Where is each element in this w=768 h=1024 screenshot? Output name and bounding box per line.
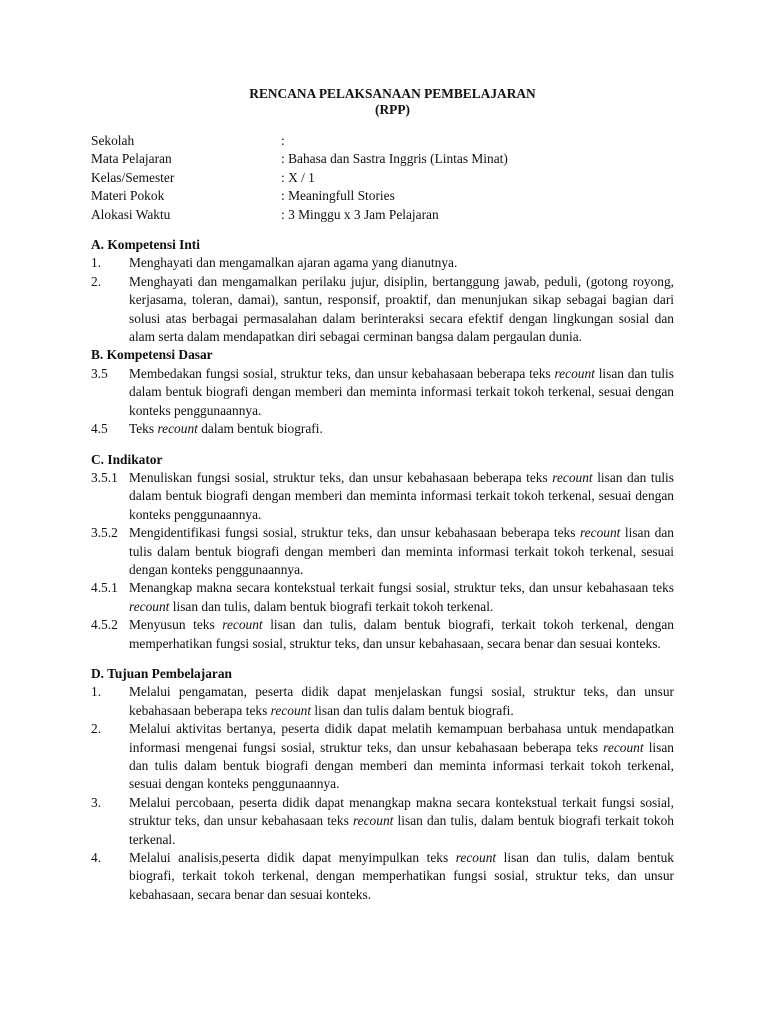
text-run: Membedakan fungsi sosial, struktur teks, dan unsur kebahasaan beberapa teks: [129, 365, 555, 381]
text-run: lisan dan tulis, dalam bentuk biografi terkait tokoh terkenal.: [169, 598, 494, 614]
text-run: lisan dan tulis dalam bentuk biografi dengan memberi dan meminta informasi terkait tokoh terkenal, sesuai dengan konteks penggunaannya.: [129, 365, 674, 418]
text-run: Menangkap makna secara kontekstual terkait fungsi sosial, struktur teks, dan unsur kebahasaan teks: [129, 580, 674, 596]
identity-row: [91, 187, 674, 205]
text-run: Melalui percobaan, peserta didik dapat menangkap makna secara kontekstual terkait fungsi sosial, struktur teks, dan unsur kebahasaan teks: [129, 794, 674, 829]
list-item: [91, 616, 674, 653]
identity-value: : Bahasa dan Sastra Inggris (Lintas Minat): [281, 151, 508, 167]
item-number: 4.5.1: [91, 580, 118, 596]
section-heading: A. Kompetensi Inti: [91, 237, 200, 253]
section-heading: B. Kompetensi Dasar: [91, 347, 213, 363]
text-run: Melalui aktivitas bertanya, peserta didik dapat melatih kemampuan berbahasa untuk mendapatkan informasi mengenai fungsi sosial, struktur teks, dan unsur kebahasaan beberapa teks: [129, 721, 674, 755]
italic-term: recount: [157, 421, 198, 437]
text-run: Mengidentifikasi fungsi sosial, struktur teks, dan unsur kebahasaan beberapa teks: [129, 525, 580, 541]
italic-term: recount: [270, 702, 312, 718]
list-item: [91, 365, 674, 420]
identity-row: [91, 150, 674, 168]
identity-value: : X / 1: [281, 169, 315, 185]
identity-row: [91, 206, 674, 224]
item-text: [129, 469, 674, 524]
section-heading: C. Indikator: [91, 451, 163, 467]
text-run: lisan dan tulis, dalam bentuk biografi, terkait tokoh terkenal, dengan memperhatikan fungsi sosial, struktur teks, dan unsur kebahasaan, secara benar dan sesuai konteks.: [129, 617, 674, 651]
list-item: [91, 254, 674, 272]
identity-label: Materi Pokok: [91, 188, 165, 204]
item-number: 3.5.1: [91, 469, 118, 485]
item-number: 3.: [91, 794, 102, 810]
text-run: Melalui pengamatan, peserta didik dapat menjelaskan fungsi sosial, struktur teks, dan unsur kebahasaan beberapa teks: [129, 684, 674, 718]
document-title: RENCANA PELAKSANAAN PEMBELAJARAN: [249, 86, 536, 101]
item-number: 3.5: [91, 365, 108, 381]
text-run: Menuliskan fungsi sosial, struktur teks, dan unsur kebahasaan beberapa teks: [129, 469, 553, 485]
item-text: [129, 365, 674, 420]
text-run: lisan dan tulis, dalam bentuk biografi, terkait tokoh terkenal, dengan memperhatikan fungsi sosial, struktur teks, dan unsur kebahasaan, secara benar dan sesuai konteks.: [129, 850, 674, 902]
identity-label: Alokasi Waktu: [91, 206, 171, 222]
item-number: 4.: [91, 850, 102, 866]
italic-term: recount: [554, 365, 595, 381]
section-tujuan-pembelajaran: [91, 665, 674, 904]
identity-table: [91, 132, 674, 224]
item-text: [129, 849, 674, 904]
list-item: [91, 683, 674, 720]
item-number: 4.5.2: [91, 617, 118, 633]
italic-term: recount: [129, 598, 170, 614]
list-item: [91, 579, 674, 616]
section-kompetensi-inti: [91, 236, 674, 346]
italic-term: recount: [455, 850, 497, 866]
text-run: Menyusun teks: [129, 617, 223, 633]
italic-term: recount: [603, 739, 644, 755]
italic-term: recount: [352, 813, 394, 829]
item-text: [129, 683, 674, 720]
identity-label: Kelas/Semester: [91, 169, 175, 185]
document-subtitle: (RPP): [375, 102, 410, 117]
document-title-block: [111, 86, 674, 118]
identity-row: [91, 169, 674, 187]
text-run: lisan dan tulis dalam bentuk biografi.: [311, 702, 514, 718]
item-number: 1.: [91, 684, 102, 700]
list-item: [91, 720, 674, 794]
list-item: [91, 849, 674, 904]
italic-term: recount: [222, 617, 263, 633]
identity-value: : Meaningfull Stories: [281, 188, 395, 204]
text-run: lisan dan tulis dalam bentuk biografi dengan memberi dan meminta informasi terkait tokoh terkenal, sesuai dengan konteks penggunaannya.: [129, 739, 674, 792]
list-item: [91, 420, 674, 438]
item-text: [129, 794, 674, 849]
text-run: dalam bentuk biografi.: [197, 421, 323, 437]
section-kompetensi-dasar: [91, 346, 674, 438]
text-run: Melalui analisis,peserta didik dapat menyimpulkan teks: [129, 850, 456, 866]
item-text: [129, 720, 674, 794]
item-number: 2.: [91, 273, 102, 289]
identity-value: :: [281, 133, 285, 148]
italic-term: recount: [552, 469, 593, 485]
identity-label: Mata Pelajaran: [91, 151, 172, 167]
text-run: Menghayati dan mengamalkan perilaku jujur, disiplin, bertanggung jawab, peduli, (gotong royong, kerjasama, toleran, damai), santun, responsif, proaktif, dan menunjukan sikap sebagai bagian dari solusi atas berbagai permasalahan dalam berinteraksi secara efektif dengan lingkungan sosial dan alam serta dalam mendapatkan diri sebagai cerminan bangsa dalam pergaulan dunia.: [129, 273, 674, 345]
list-item: [91, 524, 674, 579]
section-indikator: [91, 451, 674, 653]
item-text: [129, 616, 674, 653]
text-run: Teks: [129, 421, 158, 437]
item-text: [129, 420, 674, 438]
item-number: 4.5: [91, 421, 108, 437]
list-item: [91, 469, 674, 524]
text-run: lisan dan tulis dalam bentuk biografi dengan memberi dan meminta informasi terkait tokoh terkenal, sesuai dengan konteks penggunaannya.: [129, 525, 674, 577]
item-text: [129, 579, 674, 616]
text-run: lisan dan tulis, dalam bentuk biografi terkait tokoh terkenal.: [129, 813, 675, 847]
identity-label: Sekolah: [91, 133, 135, 148]
item-text: [129, 254, 674, 272]
text-run: Menghayati dan mengamalkan ajaran agama yang dianutnya.: [129, 255, 458, 271]
item-text: [129, 273, 674, 347]
item-number: 2.: [91, 721, 102, 737]
item-number: 3.5.2: [91, 525, 118, 541]
item-number: 1.: [91, 255, 102, 271]
identity-value: : 3 Minggu x 3 Jam Pelajaran: [281, 206, 439, 222]
identity-row: [91, 132, 674, 150]
list-item: [91, 794, 674, 849]
italic-term: recount: [579, 525, 621, 541]
text-run: lisan dan tulis dalam bentuk biografi dengan memberi dan meminta informasi terkait tokoh terkenal, sesuai dengan konteks penggunaannya.: [129, 469, 674, 522]
section-heading: D. Tujuan Pembelajaran: [91, 665, 232, 681]
list-item: [91, 273, 674, 347]
item-text: [129, 524, 674, 579]
